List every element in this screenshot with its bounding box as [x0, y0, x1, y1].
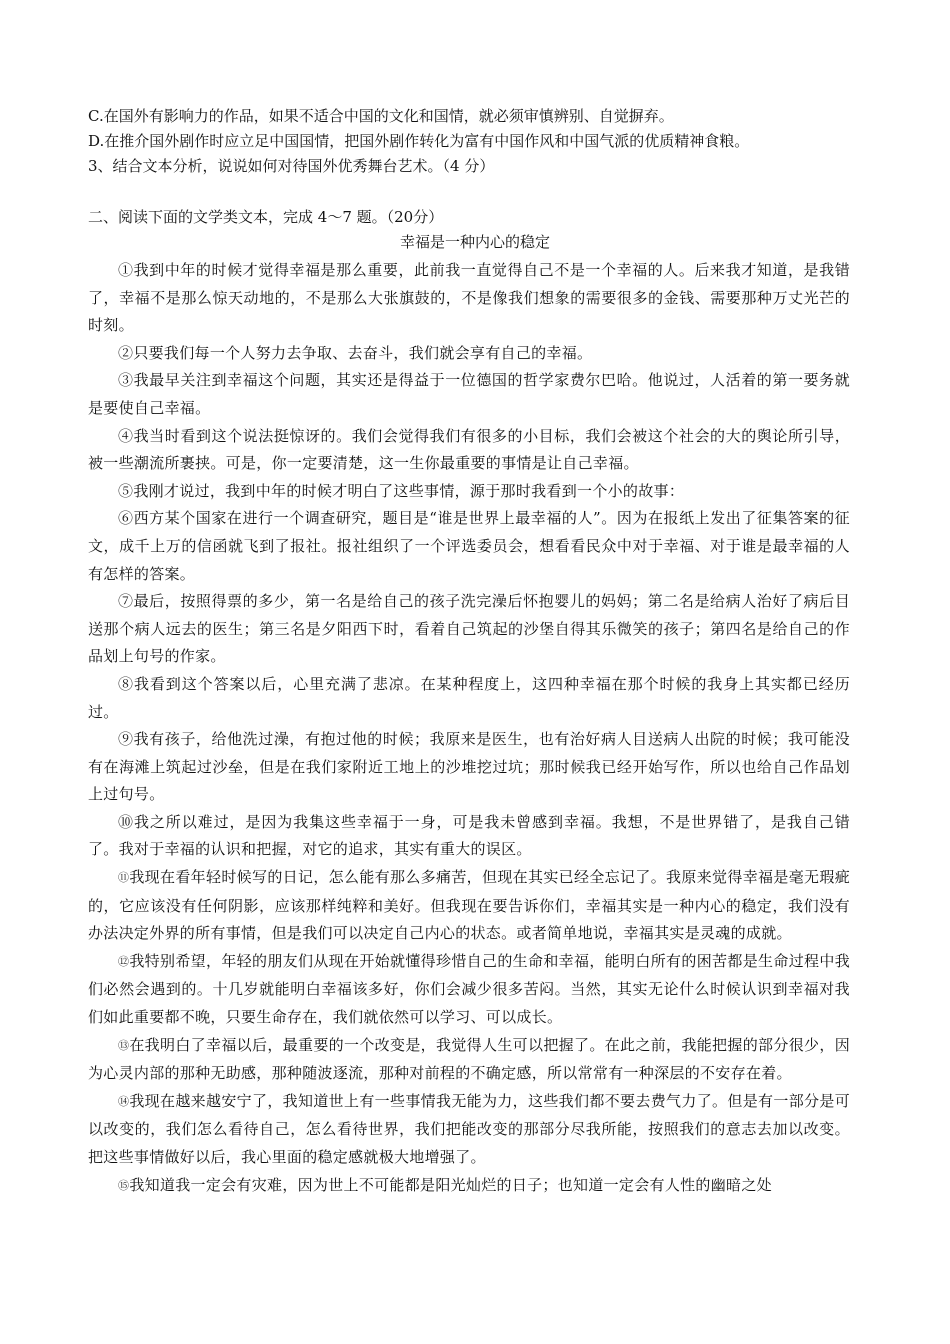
paragraph	[88, 809, 850, 864]
section-2-heading: 二、阅读下面的文学类文本，完成 4～7 题。（20分）	[88, 208, 444, 226]
paragraph	[88, 340, 850, 368]
paragraph-text: 我最早关注到幸福这个问题，其实还是得益于一位德国的哲学家费尔巴哈。他说过，人活着的第一要务就是要使自己幸福。	[88, 371, 850, 417]
paragraph-text: 在我明白了幸福以后，最重要的一个改变是，我觉得人生可以把握了。在此之前，我能把握的部分很少，因为心灵内部的那种无助感，那种随波逐流，那种对前程的不确定感，所以常常有一种深层的不安存在着。	[88, 1035, 850, 1083]
paragraph-number: ⑭	[118, 1094, 130, 1108]
paragraph-text: 我刚才说过，我到中年的时候才明白了这些事情，源于那时我看到一个小的故事：	[133, 481, 685, 500]
paragraph-text: 只要我们每一个人努力去争取、去奋斗，我们就会享有自己的幸福。	[133, 343, 593, 362]
paragraph	[88, 1172, 850, 1201]
paragraph-text: 我知道我一定会有灾难，因为世上不可能都是阳光灿烂的日子；也知道一定会有人性的幽暗之处	[129, 1175, 772, 1194]
article-title: 幸福是一种内心的稳定	[399, 233, 550, 251]
paragraph	[88, 367, 850, 422]
question-options-block	[88, 104, 868, 179]
paragraph	[88, 505, 850, 588]
paragraph	[88, 478, 850, 506]
paragraph-number: ⑨	[118, 730, 134, 749]
paragraph-text: 我有孩子，给他洗过澡，有抱过他的时候；我原来是医生，也有治好病人目送病人出院的时候；我可能没有在海滩上筑起过沙垒，但是在我们家附近工地上的沙堆挖过坑；那时候我已经开始写作，所以也给自己作品划上过句号。	[88, 730, 850, 804]
paragraph	[88, 948, 850, 1032]
paragraph-number: ⑦	[118, 592, 134, 611]
paragraph-number: ⑥	[118, 509, 134, 528]
paragraph-text: 最后，按照得票的多少，第一名是给自己的孩子洗完澡后怀抱婴儿的妈妈；第二名是给病人治好了病后目送那个病人远去的医生；第三名是夕阳西下时，看着自己筑起的沙堡自得其乐微笑的孩子；第四名是给自己的作品划上句号的作家。	[88, 592, 850, 666]
paragraph-text: 我当时看到这个说法挺惊讶的。我们会觉得我们有很多的小目标，我们会被这个社会的大的舆论所引导，被一些潮流所裹挟。可是，你一定要清楚，这一生你最重要的事情是让自己幸福。	[88, 426, 850, 473]
article-body	[88, 257, 850, 1200]
option-d: D.在推介国外剧作时应立足中国国情，把国外剧作转化为富有中国作风和中国气派的优质精神食粮。	[88, 132, 750, 150]
paragraph	[88, 588, 850, 671]
paragraph-text: 西方某个国家在进行一个调查研究，题目是“谁是世界上最幸福的人”。因为在报纸上发出了征集答案的征文，成千上万的信函就飞到了报社。报社组织了一个评选委员会，想看看民众中对于幸福、对于谁是最幸福的人有怎样的答案。	[88, 509, 850, 583]
paragraph-text: 我看到这个答案以后，心里充满了悲凉。在某种程度上，这四种幸福在那个时候的我身上其实都已经历过。	[88, 674, 850, 721]
paragraph-text: 我到中年的时候才觉得幸福是那么重要，此前我一直觉得自己不是一个幸福的人。后来我才知道，是我错了，幸福不是那么惊天动地的，不是那么大张旗鼓的，不是像我们想象的需要很多的金钱、需要那种万丈光芒的时刻。	[88, 261, 850, 335]
paragraph-number: ④	[118, 426, 134, 445]
paragraph	[88, 1088, 850, 1172]
paragraph	[88, 726, 850, 809]
paragraph	[88, 1032, 850, 1088]
paragraph	[88, 671, 850, 726]
paragraph-number: ⑬	[118, 1038, 130, 1052]
paragraph-number: ⑤	[118, 481, 134, 500]
paragraph-text: 我现在看年轻时候写的日记，怎么能有那么多痛苦，但现在其实已经全忘记了。我原来觉得幸福是毫无瑕疵的，它应该没有任何阴影，应该那样纯粹和美好。但我现在要告诉你们，幸福其实是一种内心的稳定，我们没有办法决定外界的所有事情，但是我们可以决定自己内心的状态。或者简单地说，幸福其实是灵魂的成就。	[88, 868, 850, 943]
paragraph-number: ⑧	[118, 674, 134, 693]
paragraph	[88, 423, 850, 478]
paragraph-number: ①	[118, 261, 134, 279]
paragraph-number: ⑮	[118, 1178, 130, 1192]
paragraph-text: 我之所以难过，是因为我集这些幸福于一身，可是我未曾感到幸福。我想，不是世界错了，是我自己错了。我对于幸福的认识和把握，对它的追求，其实有重大的误区。	[88, 812, 850, 859]
paragraph-number: ⑫	[118, 954, 130, 968]
paragraph-number: ③	[118, 371, 134, 390]
option-c: C.在国外有影响力的作品，如果不适合中国的文化和国情，就必须审慎辨别、自觉摒弃。	[88, 107, 674, 125]
paragraph	[88, 864, 850, 948]
paragraph	[88, 257, 850, 340]
paragraph-number: ⑩	[118, 812, 134, 831]
paragraph-text: 我特别希望，年轻的朋友们从现在开始就懂得珍惜自己的生命和幸福，能明白所有的困苦都是生命过程中我们必然会遇到的。十几岁就能明白幸福该多好，你们会减少很多苦闷。当然，其实无论什么时候认识到幸福对我们如此重要都不晚，只要生命存在，我们就依然可以学习、可以成长。	[88, 951, 850, 1027]
paragraph-number: ②	[118, 343, 134, 362]
paragraph-text: 我现在越来越安宁了，我知道世上有一些事情我无能为力，这些我们都不要去费气力了。但是有一部分是可以改变的，我们怎么看待自己，怎么看待世界，我们把能改变的那部分尽我所能，按照我们的意志去加以改变。把这些事情做好以后，我心里面的稳定感就极大地增强了。	[88, 1091, 850, 1166]
paragraph-number: ⑪	[118, 871, 130, 885]
question-3: 3、结合文本分析，说说如何对待国外优秀舞台艺术。（4 分）	[88, 157, 495, 175]
